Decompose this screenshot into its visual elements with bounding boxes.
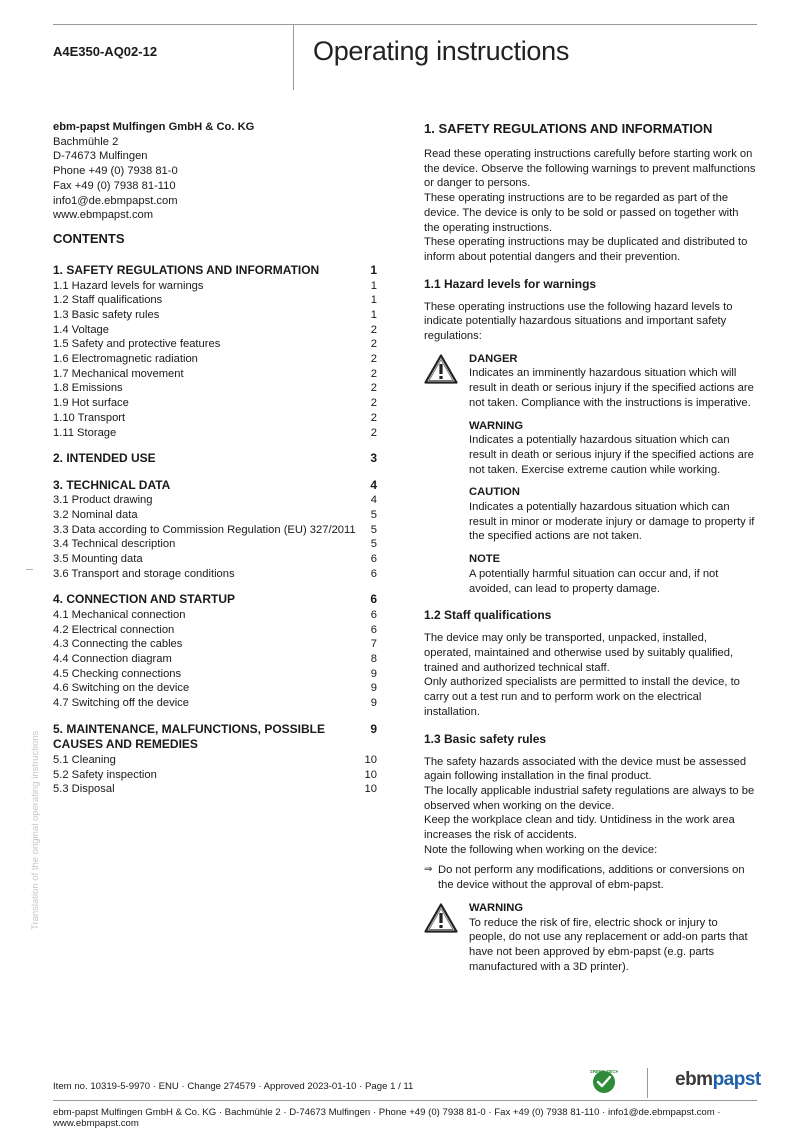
- svg-text:GREEN TECH: GREEN TECH: [590, 1069, 618, 1074]
- toc-title: 5.1 Cleaning: [53, 753, 116, 766]
- toc-section: [53, 451, 377, 467]
- toc-item[interactable]: [53, 552, 377, 567]
- toc-title: 1.3 Basic safety rules: [53, 308, 160, 321]
- toc-section: [53, 478, 377, 582]
- translation-note: Translation of the original operating instructions: [30, 730, 41, 930]
- toc-item[interactable]: [53, 493, 377, 508]
- company-address: [53, 120, 254, 223]
- paragraph: Note the following when working on the device:: [424, 843, 658, 856]
- header-divider: [293, 24, 294, 90]
- toc-page: 4: [370, 477, 377, 492]
- toc-page: 2: [370, 367, 377, 380]
- toc-item[interactable]: [53, 367, 377, 382]
- toc-item[interactable]: [53, 753, 377, 768]
- paragraph: These operating instructions are to be regarded as part of the device. The device is only to be sold or passed on together with the operating instructions.: [424, 192, 739, 234]
- toc-title: 3.3 Data according to Commission Regulation (EU) 327/2011: [53, 523, 356, 536]
- caution-text: Indicates a potentially hazardous situation which can result in minor or moderate injury or damage to property if the specified actions are not taken.: [469, 501, 755, 543]
- toc-page: 4: [370, 494, 377, 507]
- toc-section: [53, 722, 377, 797]
- toc-item[interactable]: [53, 279, 377, 294]
- paragraph: The locally applicable industrial safety regulations are always to be observed when working on the device.: [424, 784, 755, 812]
- warning-triangle-icon: [424, 354, 458, 384]
- toc-item[interactable]: [53, 637, 377, 652]
- toc-title: 1.2 Staff qualifications: [53, 294, 163, 307]
- toc-item[interactable]: [53, 537, 377, 552]
- toc-title: 4.3 Connecting the cables: [53, 638, 183, 651]
- toc-title: 1.4 Voltage: [53, 323, 109, 336]
- warning-label: WARNING: [469, 419, 524, 432]
- toc-title: 3.1 Product drawing: [53, 494, 153, 507]
- warning-triangle-icon: [424, 903, 458, 933]
- toc-item[interactable]: [53, 608, 377, 623]
- toc-page: 10: [364, 768, 377, 781]
- toc-title: 1.9 Hot surface: [53, 397, 129, 410]
- toc-item[interactable]: [53, 381, 377, 396]
- toc-title: 1.1 Hazard levels for warnings: [53, 279, 204, 292]
- footer-address-line: ebm-papst Mulfingen GmbH & Co. KG · Bachmühle 2 · D-74673 Mulfingen · Phone +49 (0) 7938 81-0 · Fax +49 (0) 7938 81-110 · info1@de.ebmpapst.com · www.ebmpapst.com: [53, 1107, 721, 1129]
- toc-item[interactable]: [53, 567, 377, 582]
- toc-section-heading[interactable]: [53, 263, 377, 279]
- toc-title: 3.6 Transport and storage conditions: [53, 567, 235, 580]
- toc-title: 5.3 Disposal: [53, 783, 115, 796]
- toc-item[interactable]: [53, 782, 377, 797]
- toc-page: 10: [364, 753, 377, 766]
- main-body: [424, 120, 756, 974]
- toc-page: 1: [370, 308, 377, 321]
- toc-page: 5: [370, 538, 377, 551]
- paragraph: These operating instructions may be duplicated and distributed to inform about potential dangers and their prevention.: [424, 236, 748, 263]
- ebmpapst-logo: ebmpapst: [675, 1069, 761, 1090]
- toc-title: 1.10 Transport: [53, 411, 126, 424]
- address-web[interactable]: www.ebmpapst.com: [53, 209, 154, 222]
- toc-title: 4.2 Electrical connection: [53, 623, 175, 636]
- toc-title: 1. SAFETY REGULATIONS AND INFORMATION: [53, 263, 320, 277]
- toc-page: 9: [370, 667, 377, 680]
- table-of-contents: [53, 263, 377, 808]
- toc-item[interactable]: [53, 523, 377, 538]
- caution-label: CAUTION: [469, 486, 520, 499]
- toc-title: 4.1 Mechanical connection: [53, 608, 186, 621]
- toc-page: 6: [370, 623, 377, 636]
- toc-page: 9: [370, 682, 377, 695]
- list-item: [424, 863, 756, 892]
- toc-title: 1.6 Electromagnetic radiation: [53, 353, 198, 366]
- toc-page: 3: [370, 451, 377, 466]
- greentech-logo: [590, 1068, 618, 1099]
- toc-item[interactable]: [53, 323, 377, 338]
- note-label: NOTE: [469, 553, 501, 566]
- toc-title: 1.8 Emissions: [53, 382, 123, 395]
- company-name: ebm-papst Mulfingen GmbH & Co. KG: [53, 121, 255, 133]
- toc-page: 5: [370, 523, 377, 536]
- toc-title: 4.7 Switching off the device: [53, 697, 189, 710]
- greentech-logo-icon: [590, 1068, 618, 1094]
- toc-page: 6: [370, 592, 377, 607]
- toc-section-heading[interactable]: [53, 592, 377, 608]
- list-item-text: Do not perform any modifications, additions or conversions on the device without the approval of ebm-papst.: [438, 864, 745, 892]
- toc-item[interactable]: [53, 293, 377, 308]
- toc-page: 9: [370, 697, 377, 710]
- note-text: A potentially harmful situation can occur and, if not avoided, can lead to property damage.: [469, 567, 719, 595]
- section-1-1-heading: 1.1 Hazard levels for warnings: [424, 276, 597, 291]
- toc-item[interactable]: [53, 652, 377, 667]
- toc-item[interactable]: [53, 352, 377, 367]
- address-street: Bachmühle 2: [53, 135, 119, 148]
- toc-title: 4.4 Connection diagram: [53, 653, 172, 666]
- warning-block-2: [424, 901, 756, 975]
- warning-label: WARNING: [469, 901, 524, 914]
- toc-title: 3.4 Technical description: [53, 538, 176, 551]
- toc-item[interactable]: [53, 337, 377, 352]
- toc-page: 2: [370, 426, 377, 439]
- caution-block: [469, 485, 756, 544]
- toc-page: 2: [370, 382, 377, 395]
- toc-title: 3. TECHNICAL DATA: [53, 477, 171, 492]
- danger-label: DANGER: [469, 352, 518, 365]
- toc-page: 2: [370, 397, 377, 410]
- toc-item[interactable]: [53, 623, 377, 638]
- paragraph: The device may only be transported, unpacked, installed, operated, maintained and otherwise used by suitably qualified, trained and authorized technical staff.: [424, 632, 734, 674]
- toc-page: 6: [370, 553, 377, 566]
- toc-title: 5. MAINTENANCE, MALFUNCTIONS, POSSIBLE CAUSES AND REMEDIES: [53, 721, 326, 752]
- toc-title: 3.5 Mounting data: [53, 553, 143, 566]
- toc-title: 1.5 Safety and protective features: [53, 338, 221, 351]
- header-top-rule: [53, 24, 757, 25]
- toc-section: [53, 263, 377, 440]
- toc-title: 4.6 Switching on the device: [53, 682, 190, 695]
- toc-page: 1: [370, 279, 377, 292]
- toc-page: 6: [370, 567, 377, 580]
- toc-page: 7: [370, 638, 377, 651]
- logo-divider: [647, 1068, 648, 1098]
- arrow-right-icon: ⇒: [424, 864, 433, 876]
- toc-item[interactable]: [53, 426, 377, 441]
- warning-block: [469, 419, 756, 478]
- section-1-heading: 1. SAFETY REGULATIONS AND INFORMATION: [424, 121, 713, 136]
- toc-title: 4. CONNECTION AND STARTUP: [53, 592, 236, 607]
- paragraph: Read these operating instructions carefully before starting work on the device. Observe the following warnings to prevent malfunctions or danger to persons.: [424, 148, 756, 190]
- toc-page: 2: [370, 338, 377, 351]
- margin-fold-mark: [26, 569, 33, 570]
- toc-page: 9: [370, 721, 377, 736]
- paragraph: Keep the workplace clean and tidy. Untidiness in the work area increases the risk of accidents.: [424, 814, 735, 842]
- item-info-line: Item no. 10319-5-9970 · ENU · Change 274579 · Approved 2023-01-10 · Page 1 / 11: [53, 1081, 414, 1092]
- toc-page: 1: [370, 263, 377, 277]
- warning-text: Indicates a potentially hazardous situation which can result in death or serious injury if the specified actions are not taken. Exercise extreme caution while working.: [469, 434, 754, 476]
- paragraph: The safety hazards associated with the device must be assessed again following installation in the final product.: [424, 755, 747, 783]
- toc-title: 2. INTENDED USE: [53, 451, 156, 466]
- address-city: D-74673 Mulfingen: [53, 150, 148, 163]
- document-title: Operating instructions: [313, 36, 570, 66]
- hazard-levels-block: [424, 352, 756, 597]
- paragraph: These operating instructions use the following hazard levels to indicate potentially hazardous situations and important safety regulations:: [424, 300, 733, 343]
- toc-page: 5: [370, 508, 377, 521]
- paragraph: Only authorized specialists are permitted to install the device, to carry out a test run and to perform work on the electrical installation.: [424, 676, 740, 718]
- danger-text: Indicates an imminently hazardous situation which will result in death or serious injury if the specified actions are not taken. Compliance with the instructions is imperative.: [469, 367, 754, 409]
- toc-item[interactable]: [53, 681, 377, 696]
- toc-page: 2: [370, 411, 377, 424]
- toc-page: 2: [370, 353, 377, 366]
- toc-item[interactable]: [53, 308, 377, 323]
- toc-section-heading[interactable]: [53, 722, 377, 753]
- toc-title: 3.2 Nominal data: [53, 508, 138, 521]
- toc-page: 2: [370, 323, 377, 336]
- contents-heading: CONTENTS: [53, 231, 125, 246]
- toc-section-heading[interactable]: [53, 478, 377, 494]
- toc-section-heading[interactable]: [53, 451, 377, 467]
- danger-block: [469, 352, 756, 411]
- toc-item[interactable]: [53, 411, 377, 426]
- toc-item[interactable]: [53, 768, 377, 783]
- toc-page: 8: [370, 653, 377, 666]
- section-1-2-heading: 1.2 Staff qualifications: [424, 608, 552, 623]
- footer-rule: [53, 1100, 757, 1101]
- note-block: [469, 552, 756, 596]
- toc-title: 4.5 Checking connections: [53, 667, 182, 680]
- toc-item[interactable]: [53, 396, 377, 411]
- address-email[interactable]: info1@de.ebmpapst.com: [53, 194, 178, 207]
- toc-title: 1.11 Storage: [53, 426, 117, 439]
- warning-text: To reduce the risk of fire, electric shock or injury to people, do not use any replacement or add-on parts that have not been approved by ebm-papst (e.g. parts manufactured with a 3D printer).: [469, 916, 748, 973]
- address-fax: Fax +49 (0) 7938 81-110: [53, 179, 176, 192]
- toc-page: 6: [370, 608, 377, 621]
- toc-item[interactable]: [53, 667, 377, 682]
- toc-page: 1: [370, 294, 377, 307]
- toc-page: 10: [364, 783, 377, 796]
- section-1-3-heading: 1.3 Basic safety rules: [424, 731, 547, 746]
- toc-title: 1.7 Mechanical movement: [53, 367, 184, 380]
- model-number: A4E350-AQ02-12: [53, 44, 158, 59]
- toc-item[interactable]: [53, 696, 377, 711]
- toc-section: [53, 592, 377, 710]
- toc-title: 5.2 Safety inspection: [53, 768, 157, 781]
- address-phone: Phone +49 (0) 7938 81-0: [53, 165, 178, 178]
- toc-item[interactable]: [53, 508, 377, 523]
